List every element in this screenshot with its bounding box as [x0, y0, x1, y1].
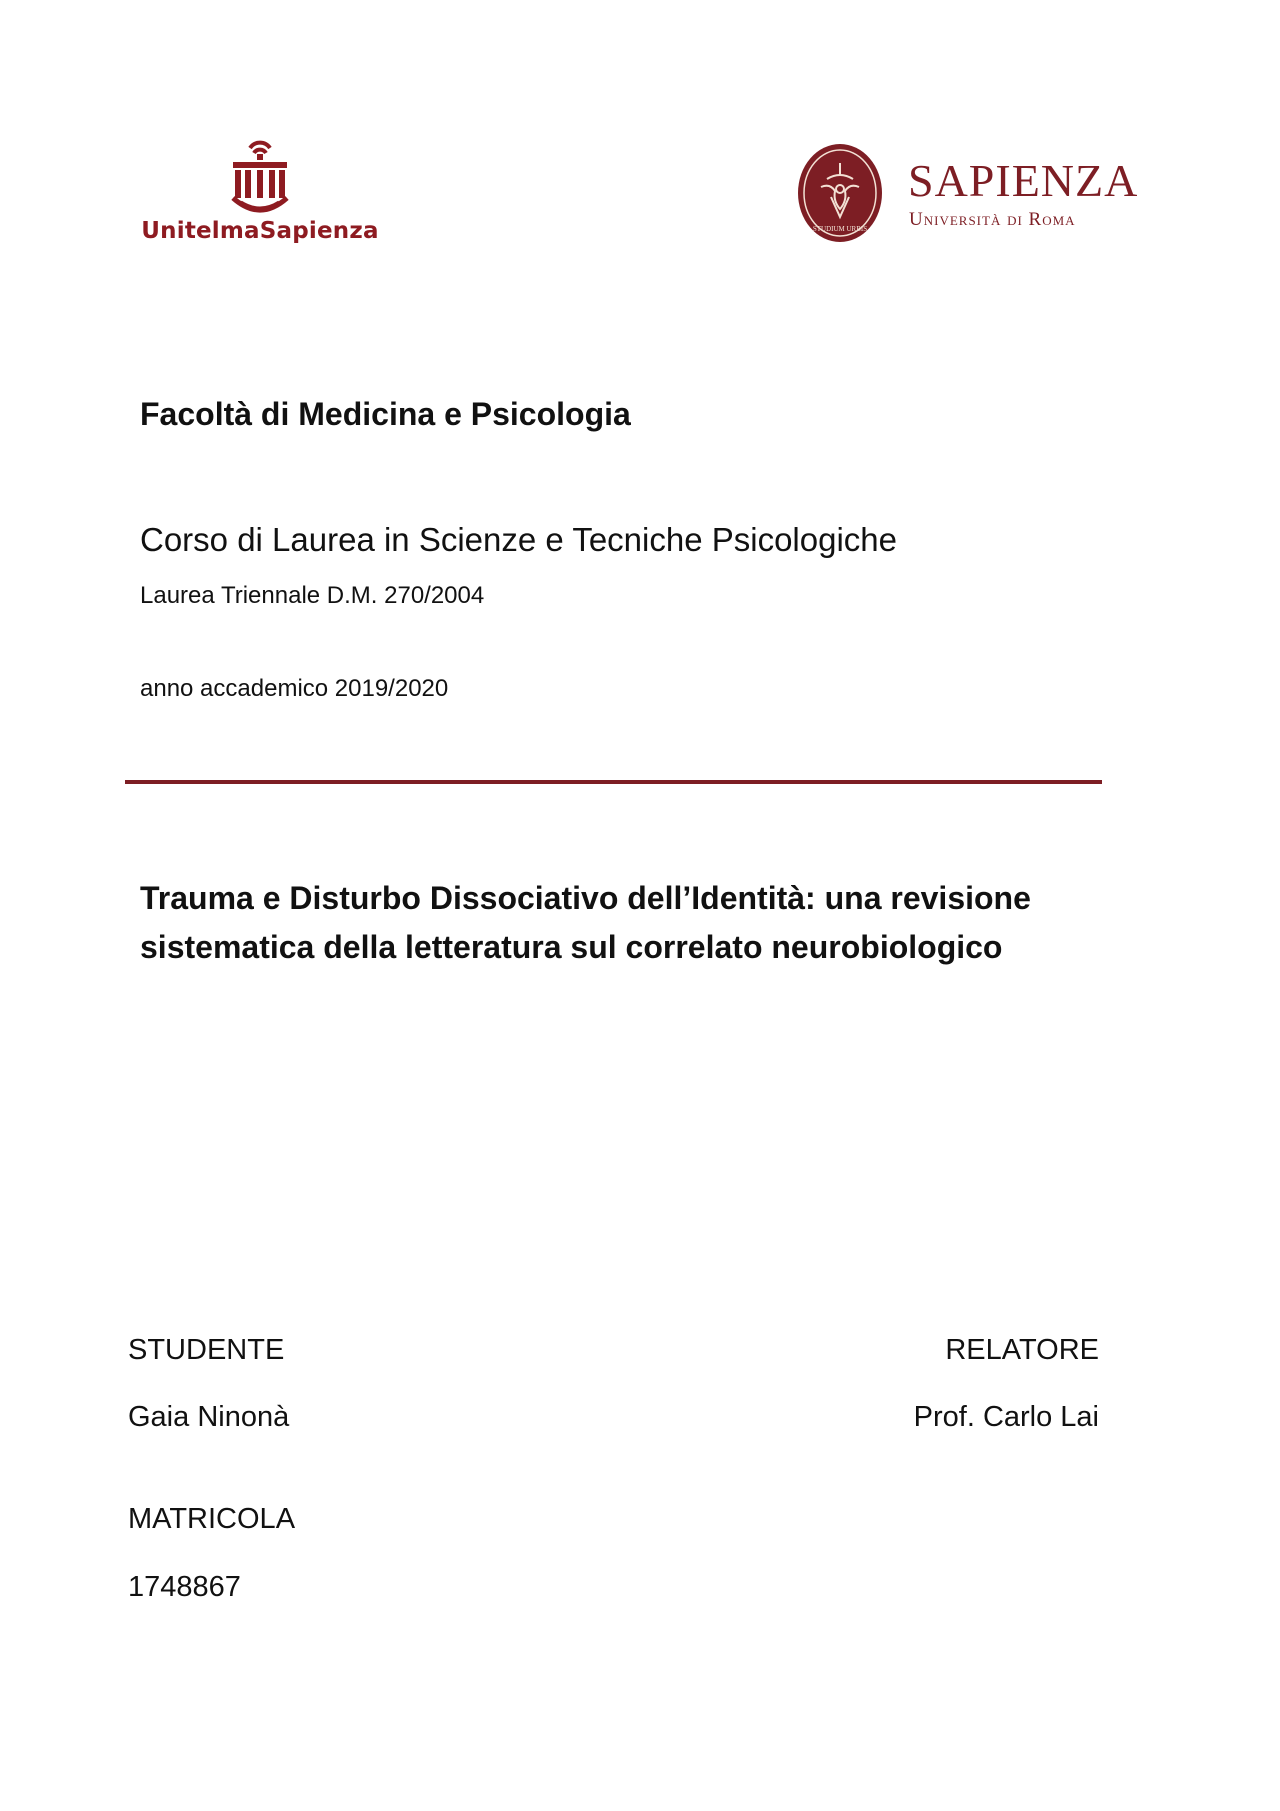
course-name: Corso di Laurea in Scienze e Tecniche Psicologiche — [140, 521, 898, 558]
unitelma-logo-text: UnitelmaSapienza — [141, 218, 379, 244]
divider-line — [125, 780, 1102, 784]
unitelma-sapienza-logo — [130, 140, 390, 260]
sapienza-seal-icon — [797, 143, 883, 243]
supervisor-label: RELATORE — [945, 1334, 1099, 1366]
sapienza-name: SAPIENZA — [908, 155, 1139, 206]
faculty-name: Facoltà di Medicina e Psicologia — [140, 396, 631, 432]
matricola-label: MATRICOLA — [128, 1503, 296, 1535]
matricola-value: 1748867 — [128, 1571, 241, 1603]
student-label: STUDENTE — [128, 1334, 285, 1366]
student-name: Gaia Ninonà — [128, 1401, 290, 1433]
supervisor-name: Prof. Carlo Lai — [913, 1401, 1099, 1433]
degree-type: Laurea Triennale D.M. 270/2004 — [140, 582, 485, 609]
building-emblem-icon — [225, 140, 295, 220]
sapienza-subtitle: Università di Roma — [909, 209, 1076, 230]
sapienza-logo — [797, 143, 1137, 248]
thesis-title: Trauma e Disturbo Dissociativo dell’Identità: una revisione sistematica della letteratura sul correlato neurobiologico — [140, 880, 1031, 965]
academic-year: anno accademico 2019/2020 — [140, 675, 449, 702]
svg-text:STUDIUM URBIS: STUDIUM URBIS — [812, 225, 868, 233]
